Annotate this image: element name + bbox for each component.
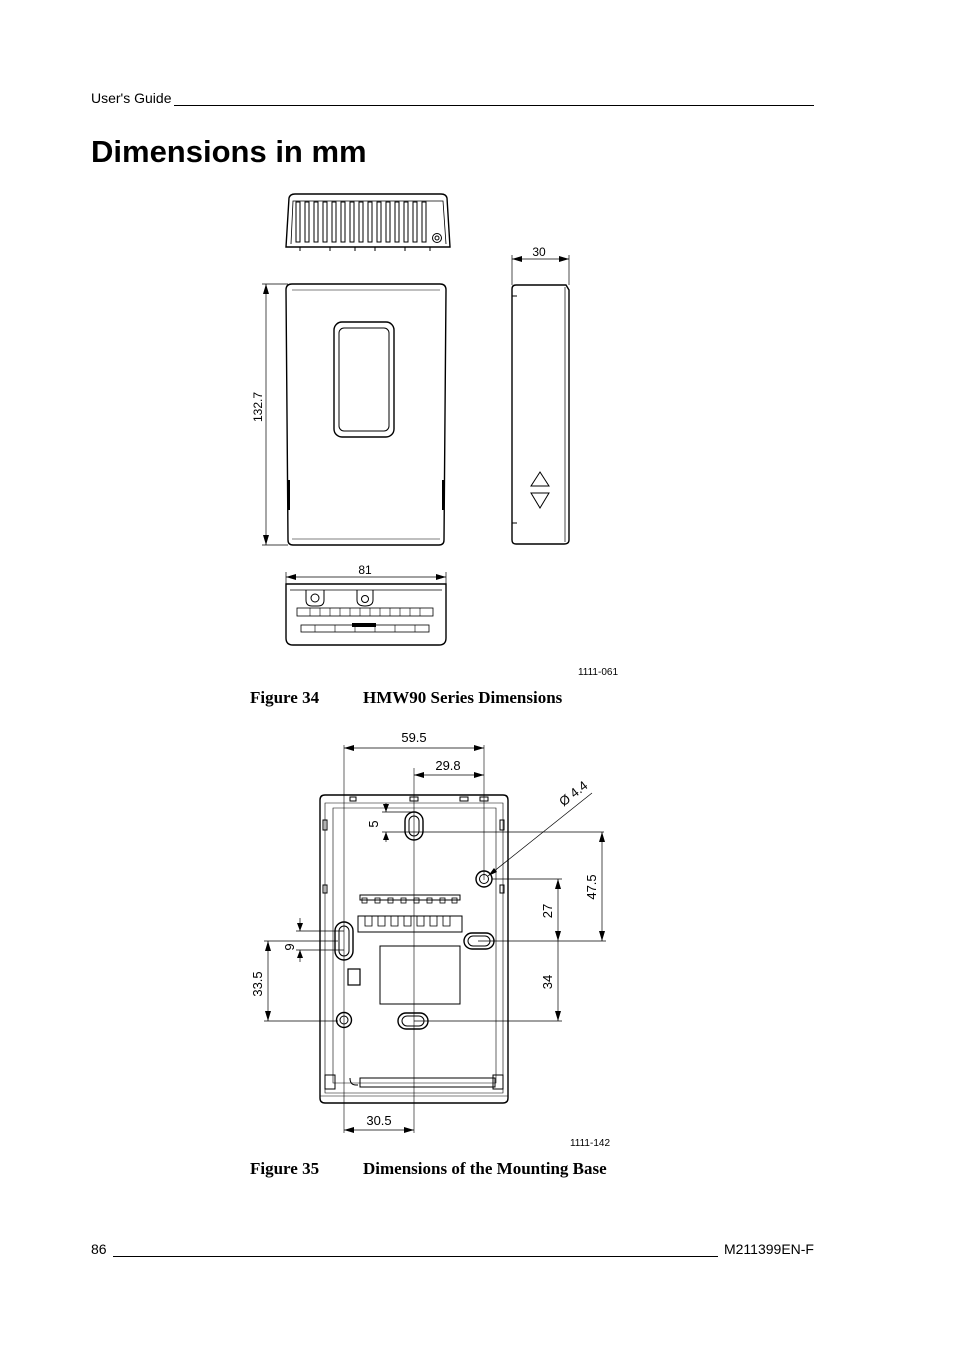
figure-35-drawing (320, 745, 508, 1133)
footer-rule (113, 1244, 718, 1257)
page-number: 86 (91, 1241, 107, 1257)
label-33-5: 33.5 (250, 971, 265, 997)
doc-code: M211399EN-F (723, 1241, 814, 1257)
page-title: Dimensions in mm (91, 134, 367, 169)
header-text: User's Guide (91, 90, 172, 106)
label-30: 30 (532, 245, 546, 259)
label-59-5: 59.5 (401, 730, 427, 745)
label-diameter-4-4: Ø 4.4 (556, 777, 591, 810)
figure-34-drawing (262, 194, 569, 645)
running-footer (91, 1241, 814, 1257)
label-5: 5 (366, 820, 381, 828)
label-132-7: 132.7 (251, 391, 265, 423)
figure-34-number: Figure 34 (250, 688, 320, 707)
figure-35-number: Figure 35 (250, 1159, 320, 1178)
label-34: 34 (540, 974, 555, 990)
side-view (512, 285, 569, 544)
figure-35-caption (250, 1159, 607, 1179)
figure-35-title: Dimensions of the Mounting Base (363, 1159, 607, 1178)
front-view (286, 284, 446, 545)
dimension-132-7 (262, 284, 288, 545)
figure-34-title: HMW90 Series Dimensions (363, 688, 563, 707)
dimension-30 (512, 255, 569, 285)
label-81: 81 (358, 563, 372, 577)
label-30-5: 30.5 (366, 1113, 392, 1128)
figure-34-caption (250, 688, 562, 708)
label-29-8: 29.8 (435, 758, 461, 773)
figure-34-code: 1111-061 (577, 667, 619, 678)
label-47-5: 47.5 (584, 874, 599, 900)
label-27: 27 (540, 903, 555, 919)
figure-35-code: 1111-142 (569, 1138, 611, 1149)
label-9: 9 (282, 943, 297, 951)
bottom-view (286, 584, 446, 645)
top-view (286, 194, 450, 251)
